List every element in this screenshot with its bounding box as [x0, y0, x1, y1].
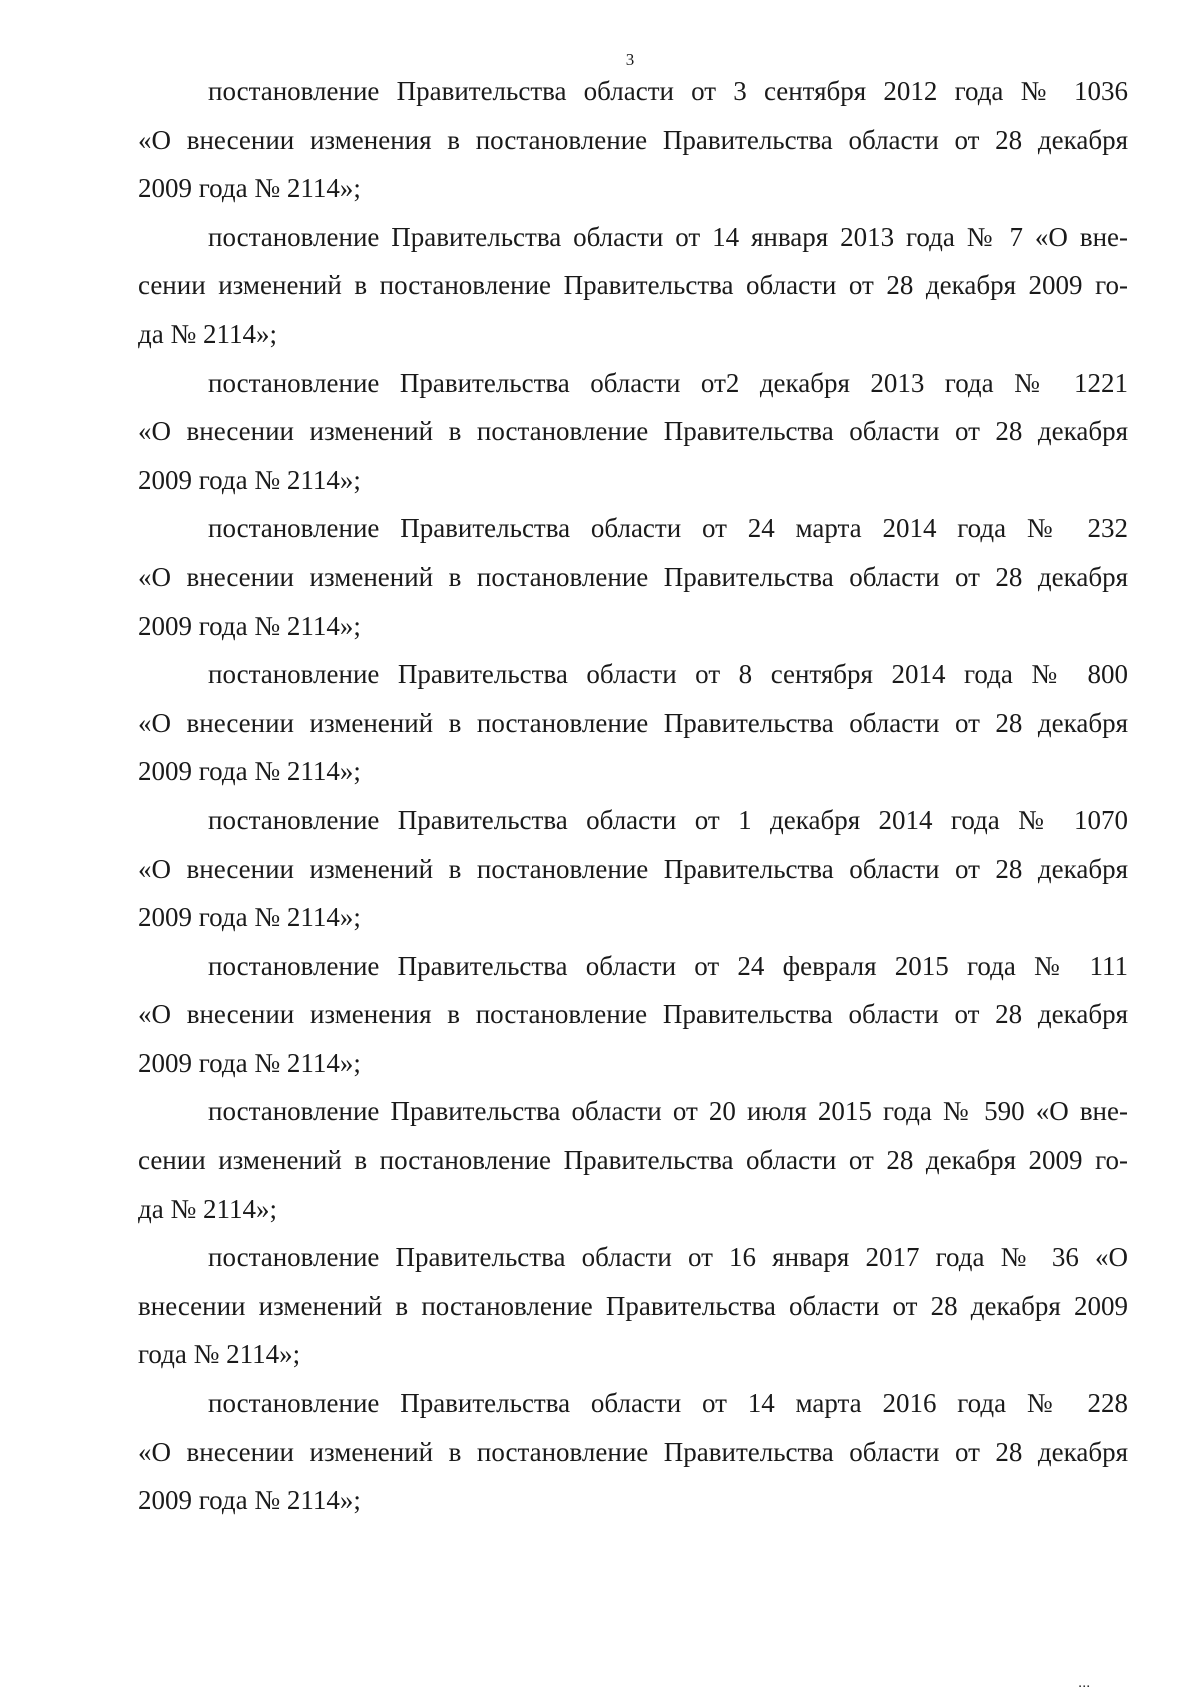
paragraph — [138, 650, 1128, 796]
paragraph-line: «О внесении изменений в постановление Правительства области от 28 декабря — [138, 1436, 1128, 1467]
paragraph-line: 2009 года № 2114»; — [138, 1485, 361, 1516]
paragraph-line: внесении изменений в постановление Правительства области от 28 декабря 2009 — [138, 1290, 1128, 1321]
paragraph-line: постановление Правительства области от 24 марта 2014 года № 232 — [208, 513, 1128, 544]
paragraph-line: постановление Правительства области от 14 марта 2016 года № 228 — [208, 1388, 1128, 1419]
corner-mark: ᐧᐧᐧ — [1077, 1679, 1090, 1696]
paragraph — [138, 67, 1128, 213]
page-number: 3 — [625, 50, 635, 69]
paragraph-line: да № 2114»; — [138, 318, 277, 349]
paragraph-line: «О внесении изменения в постановление Правительства области от 28 декабря — [138, 124, 1128, 155]
paragraph-line: постановление Правительства области от 14 января 2013 года № 7 «О вне- — [208, 221, 1128, 252]
paragraph-line: сении изменений в постановление Правительства области от 28 декабря 2009 го- — [138, 1145, 1128, 1176]
paragraph — [138, 359, 1128, 505]
paragraph-line: 2009 года № 2114»; — [138, 902, 361, 933]
paragraph-line: «О внесении изменений в постановление Правительства области от 28 декабря — [138, 416, 1128, 447]
paragraph-line: 2009 года № 2114»; — [138, 464, 361, 495]
paragraph-line: «О внесении изменений в постановление Правительства области от 28 декабря — [138, 707, 1128, 738]
paragraph-line: постановление Правительства области от 24 февраля 2015 года № 111 — [208, 950, 1128, 981]
paragraph-line: «О внесении изменений в постановление Правительства области от 28 декабря — [138, 853, 1128, 884]
paragraph-line: 2009 года № 2114»; — [138, 173, 361, 204]
text-block — [138, 67, 1128, 1525]
paragraph-line: да № 2114»; — [138, 1193, 277, 1224]
paragraph-line: постановление Правительства области от2 декабря 2013 года № 1221 — [208, 367, 1128, 398]
paragraph — [138, 213, 1128, 359]
paragraph-line: постановление Правительства области от 3 сентября 2012 года № 1036 — [208, 76, 1128, 106]
paragraph — [138, 1379, 1128, 1525]
paragraph-line: 2009 года № 2114»; — [138, 1047, 361, 1078]
paragraph-line: 2009 года № 2114»; — [138, 756, 361, 787]
paragraph-line: постановление Правительства области от 8 сентября 2014 года № 800 — [208, 659, 1128, 690]
paragraph — [138, 796, 1128, 942]
paragraph-line: сении изменений в постановление Правительства области от 28 декабря 2009 го- — [138, 270, 1128, 301]
paragraph-line: постановление Правительства области от 16 января 2017 года № 36 «О — [208, 1242, 1128, 1273]
paragraph-line: «О внесении изменений в постановление Правительства области от 28 декабря — [138, 561, 1128, 592]
paragraph — [138, 504, 1128, 650]
paragraph-line: года № 2114»; — [138, 1339, 301, 1370]
paragraph-line: постановление Правительства области от 1 декабря 2014 года № 1070 — [208, 804, 1128, 835]
paragraph — [138, 1233, 1128, 1379]
paragraph — [138, 942, 1128, 1088]
paragraph-line: «О внесении изменения в постановление Правительства области от 28 декабря — [138, 999, 1128, 1030]
paragraph — [138, 1087, 1128, 1233]
paragraph-line: 2009 года № 2114»; — [138, 610, 361, 641]
paragraph-line: постановление Правительства области от 20 июля 2015 года № 590 «О вне- — [208, 1096, 1128, 1127]
